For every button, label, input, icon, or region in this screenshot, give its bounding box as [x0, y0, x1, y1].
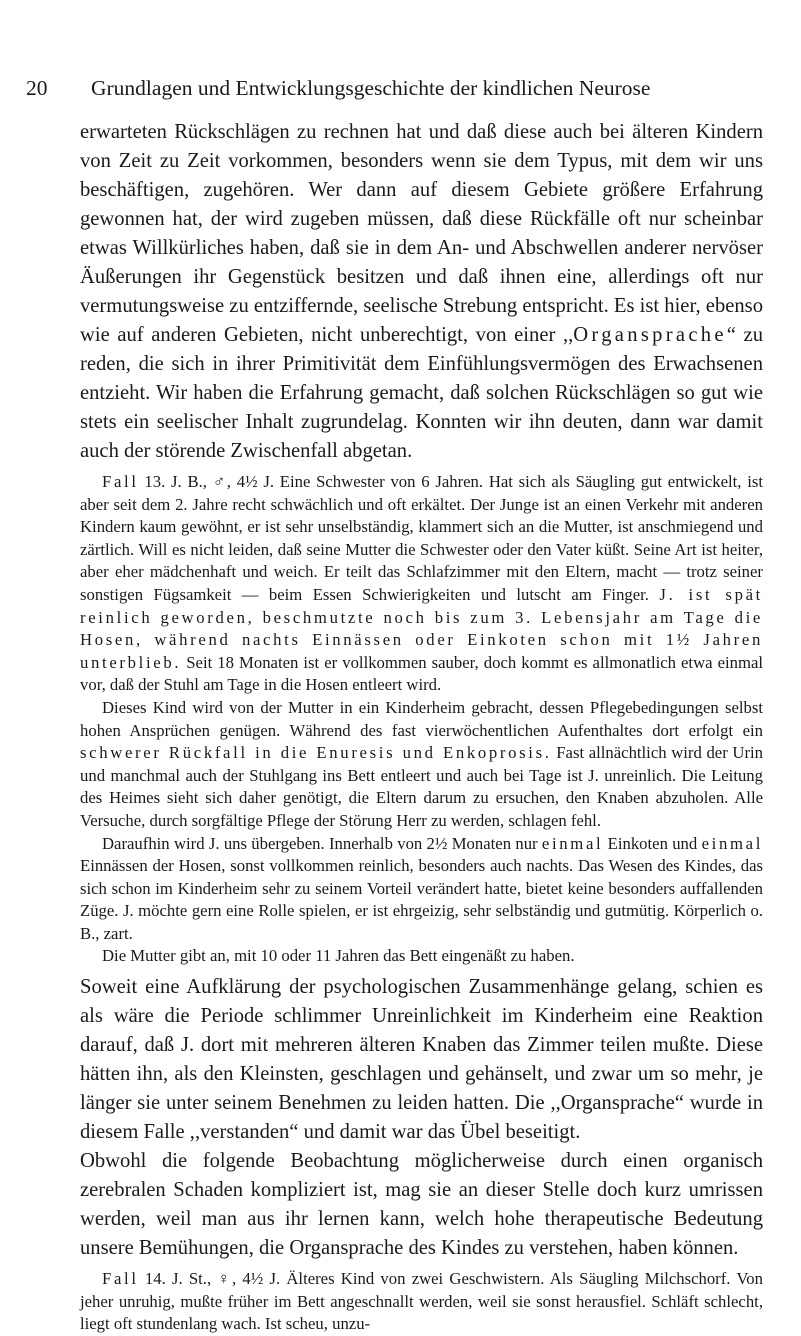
case-label: Fall — [102, 1269, 139, 1289]
case-label: Fall — [102, 472, 139, 491]
page-header — [26, 73, 736, 103]
spaced-term: Organsprache — [573, 324, 727, 346]
spaced-emphasis: schwerer Rückfall in die Enuresis und Enkoprosis. — [80, 743, 552, 763]
spaced-emphasis: J. ist spät reinlich geworden, beschmutzte noch bis zum 3. Lebensjahr am Tage die Hosen, während nachts Einnässen oder Einkoten schon mit 1½ Jahren unterblieb. — [80, 584, 763, 672]
case-report-13: Fall 13. J. B., ♂, 4½ J. Eine Schwester von 6 Jahren. Hat sich als Säugling gut entwickelt, ist aber seit dem 2. Jahre recht schwächlich und oft erkältet. Der Junge ist an einen Verkehr mit anderen Kindern kaum gewöhnt, er ist sehr unselbständig, klammert sich an die Mutter, ist anschmiegend und zärtlich. Will es nicht leiden, daß seine Mutter die Schwester oder den Vater küßt. Seine Art ist heiter, aber eher mädchenhaft und weich. Er teilt das Schlafzimmer mit den Eltern, macht — trotz seiner sonstigen Fügsamkeit — beim Essen Schwierigkeiten und lutscht am Finger. J. ist spät reinlich geworden, beschmutzte noch bis zum 3. Lebensjahr am Tage die Hosen, während nachts Einnässen oder Einkoten schon mit 1½ Jahren unterblieb. Seit 18 Monaten ist er vollkommen sauber, doch kommt es allmonatlich etwa einmal vor, daß der Stuhl am Tage in die Hosen entleert wird. — [80, 472, 763, 695]
running-title: Grundlagen und Entwicklungsgeschichte der kindlichen Neurose — [91, 76, 651, 100]
paragraph-intro: erwarteten Rückschlägen zu rechnen hat und daß diese auch bei älteren Kindern von Zeit zu Zeit vorkommen, besonders wenn sie dem Typus, mit dem wir uns beschäftigen, zugehören. Wer dann auf diesem Gebiete größere Erfahrung gewonnen hat, der wird zugeben müssen, daß diese Rückfälle oft nur scheinbar etwas Willkürliches haben, daß sie in dem An- und Abschwellen anderer nervöser Äußerungen ihr Gegenstück besitzen und daß ihnen eine, allerdings oft nur vermutungsweise zu entziffernde, seelische Strebung entspricht. Es ist hier, ebenso wie auf anderen Gebieten, nicht unberechtigt, von einer ,,Organsprache“ zu reden, die sich in ihrer Primitivität dem Einfühlungsvermögen des Erwachsenen entzieht. Wir haben die Erfahrung gemacht, daß solchen Rückschlägen so gut wie stets ein seelischer Inhalt zugrundelag. Konnten wir ihn deuten, dann war damit auch der störende Zwischenfall abgetan. — [80, 121, 763, 462]
paragraph-transition: Obwohl die folgende Beobachtung möglicherweise durch einen organisch zerebralen Schaden kompliziert ist, mag sie an dieser Stelle doch kurz umrissen werden, weil man aus ihr lernen kann, welch hohe therapeutische Bedeutung unsere Bemühungen, die Organsprache des Kindes zu verstehen, haben können. — [80, 1150, 763, 1260]
spaced-emphasis: einmal — [541, 833, 604, 853]
spaced-emphasis: einmal — [701, 833, 764, 853]
case-report-14: Fall 14. J. St., ♀, 4½ J. Älteres Kind von zwei Geschwistern. Als Säugling Milchschorf. Von jeher unruhig, mußte früher im Bett angeschnallt werden, weil sie sonst herausfiel. Schläft schlecht, liegt oft stundenlang wach. Ist scheu, unzu- — [80, 1269, 763, 1334]
page-body — [80, 118, 763, 1336]
case-report-13-therapy: Daraufhin wird J. uns übergeben. Innerhalb von 2½ Monaten nur einmal Einkoten und einmal Einnässen der Hosen, sonst vollkommen reinlich, besonders auch nachts. Das Wesen des Kindes, das sich schon im Kinderheim sehr zu seinem Vorteil verändert hatte, bietet keine besonders auffallenden Züge. J. möchte gern eine Rolle spielen, er ist ehrgeizig, sehr selbständig und gutmütig. Körperlich o. B., zart. — [80, 833, 764, 943]
paragraph-explanation: Soweit eine Aufklärung der psychologischen Zusammenhänge gelang, schien es als wäre die Periode schlimmer Unreinlichkeit im Kinderheim eine Reaktion darauf, daß J. dort mit mehreren älteren Knaben das Zimmer teilen mußte. Diese hätten ihn, als den Kleinsten, geschlagen und gehänselt, und zwar um so mehr, je länger sie unter seinem Benehmen zu leiden hatten. Die ,,Organsprache“ wurde in diesem Falle ,,verstanden“ und damit war das Übel beseitigt. — [80, 976, 763, 1144]
case-report-13-relapse: Dieses Kind wird von der Mutter in ein Kinderheim gebracht, dessen Pflegebedingungen selbst hohen Ansprüchen genügen. Während des fast vierwöchentlichen Aufenthaltes dort erfolgt ein schwerer Rückfall in die Enuresis und Enkoprosis. Fast allnächtlich wird der Urin und manchmal auch der Stuhlgang ins Bett entleert und auch bei Tage ist J. unreinlich. Die Leitung des Heimes sieht sich daher genötigt, die Eltern darum zu ersuchen, den Knaben abzuholen. Alle Versuche, durch sorgfältige Pflege der Störung Herr zu werden, schlagen fehl. — [80, 697, 763, 830]
case-report-13-mother: Die Mutter gibt an, mit 10 oder 11 Jahren das Bett eingenäßt zu haben. — [102, 946, 575, 966]
page-number: 20 — [26, 76, 48, 100]
